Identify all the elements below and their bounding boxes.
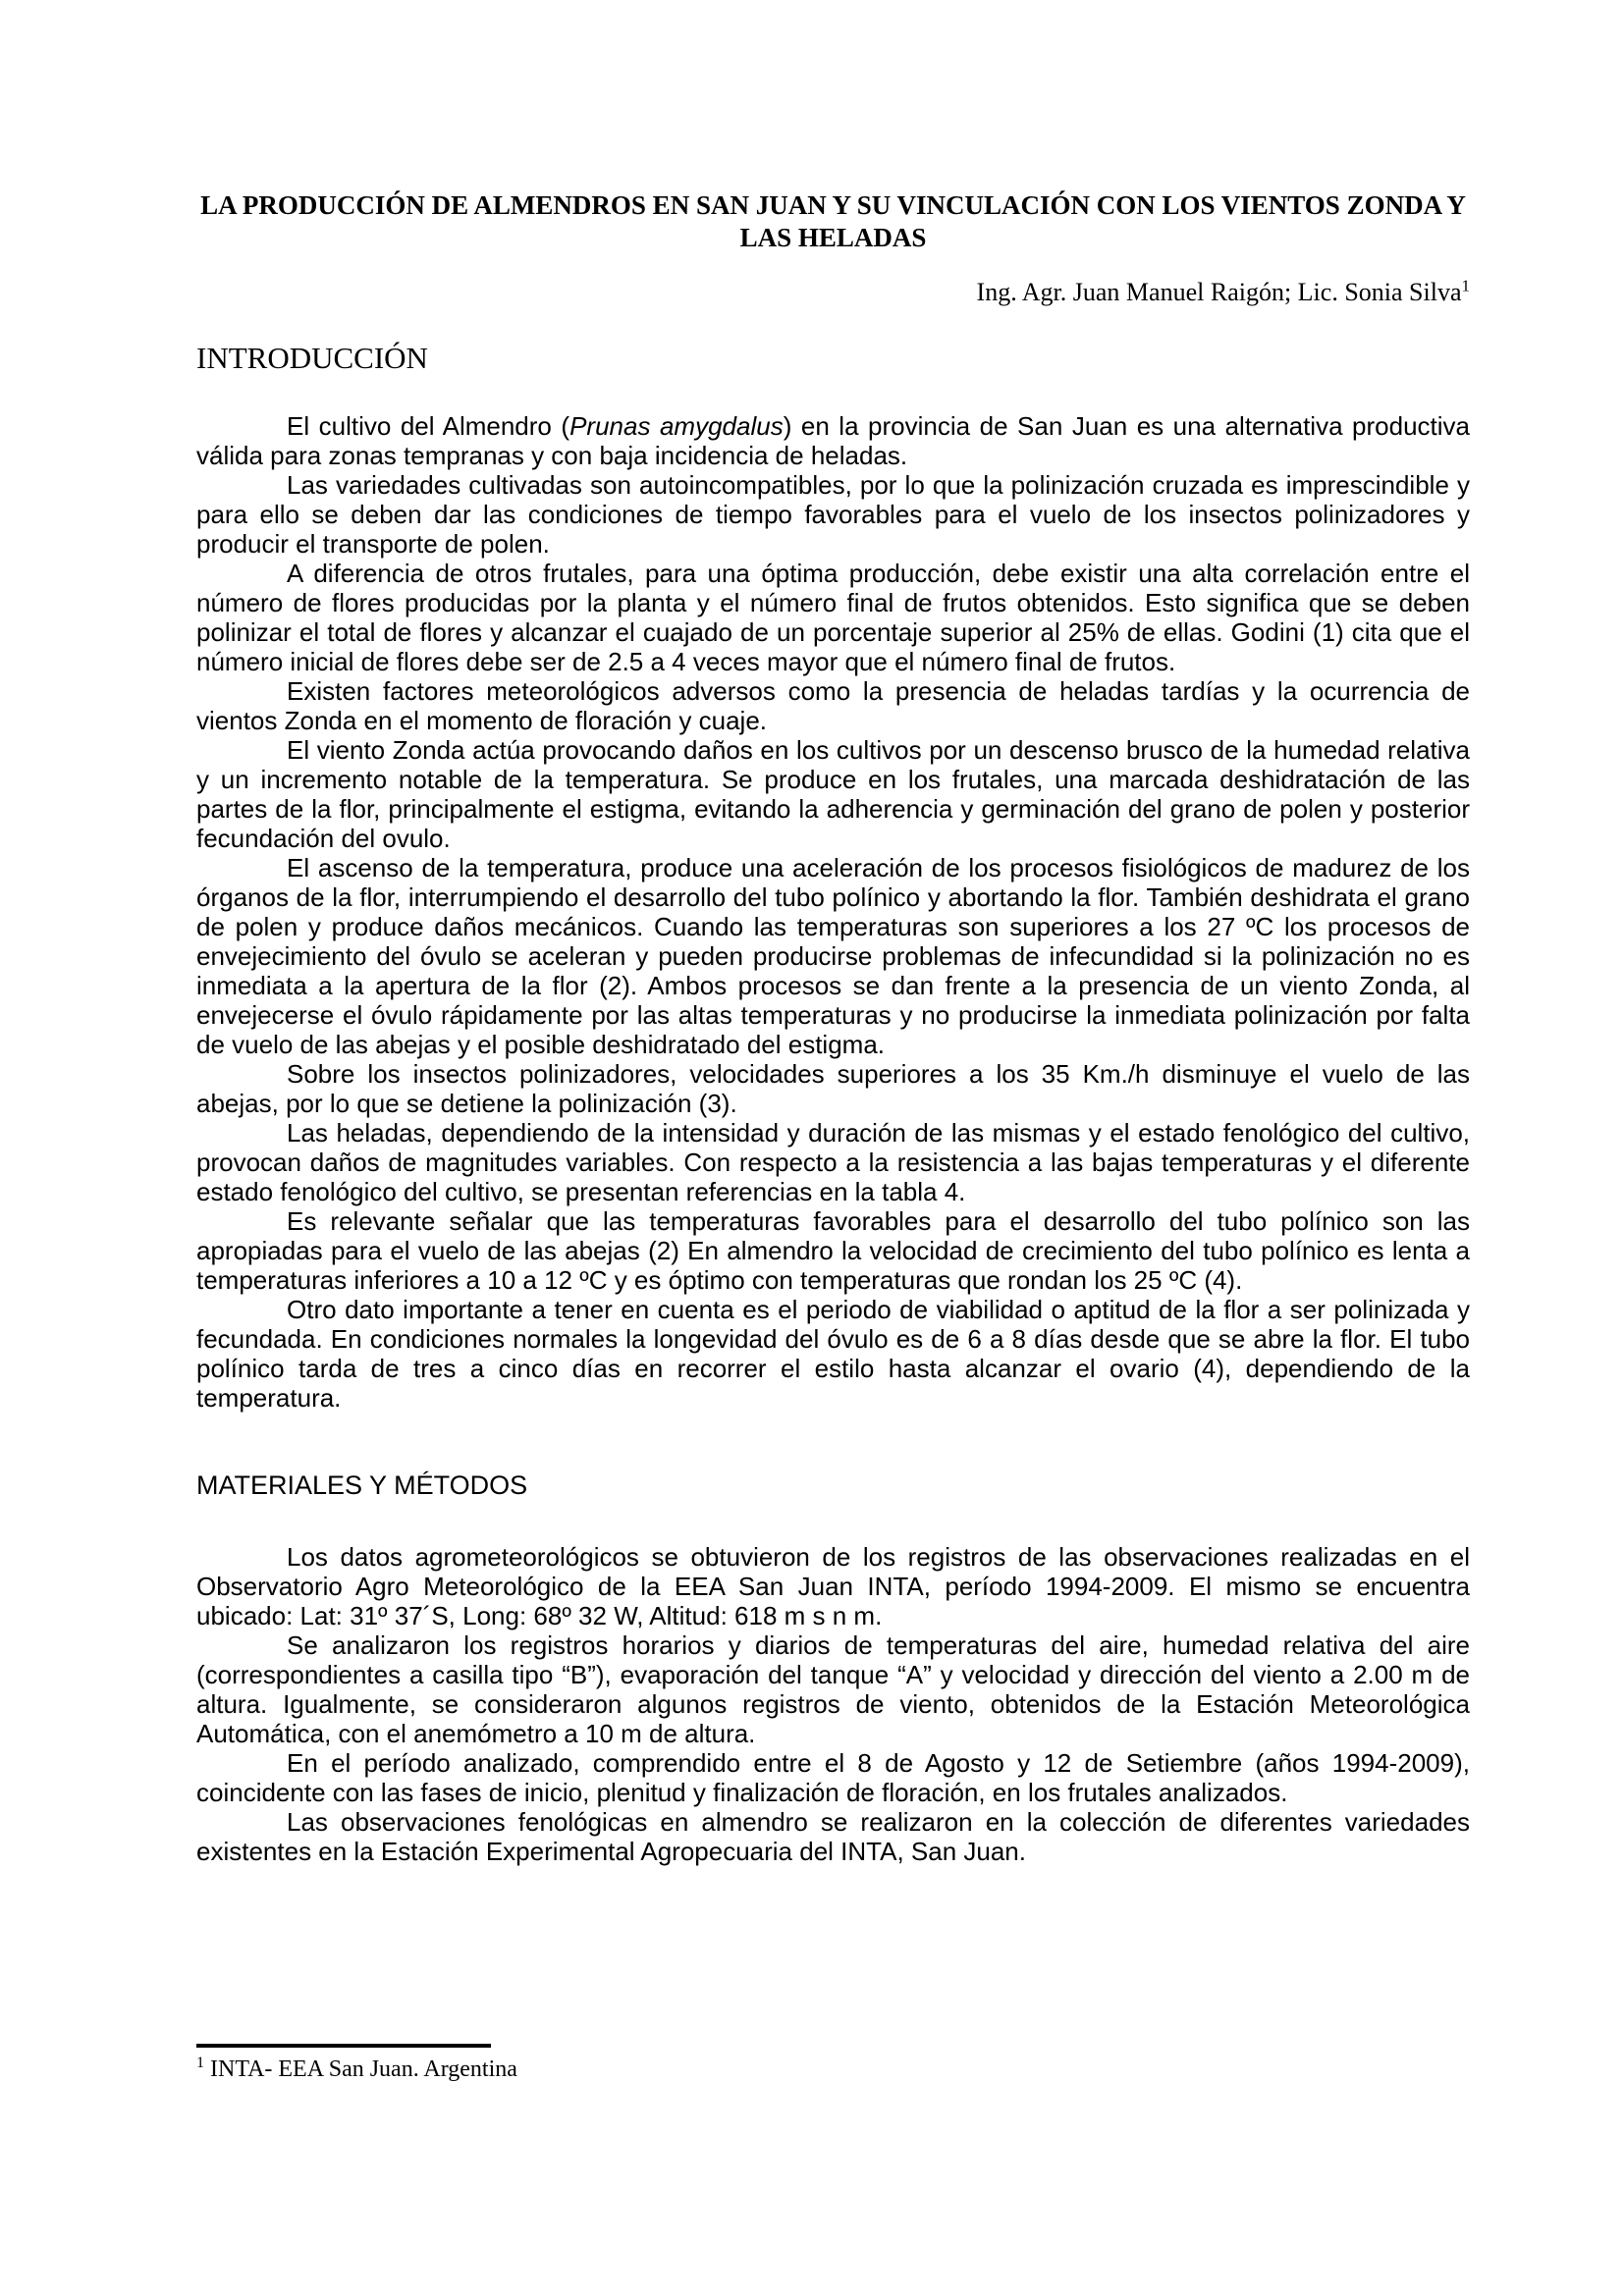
- section-heading-materiales-y-metodos: MATERIALES Y MÉTODOS: [196, 1470, 528, 1500]
- byline-footnote-ref: 1: [1461, 276, 1470, 295]
- intro-paragraph-1-post: ) en la provincia de San Juan es una alternativa productiva válida para zonas tempranas y con baja incidencia de heladas.: [196, 411, 1471, 470]
- footnote: [196, 2056, 982, 2083]
- intro-paragraph-2: Las variedades cultivadas son autoincompatibles, por lo que la polinización cruzada es imprescindible y para ello se deben dar las condiciones de tiempo favorables para el vuelo de los insectos polinizadores y producir el transporte de polen.: [196, 470, 1470, 559]
- methods-paragraph-2: Se analizaron los registros horarios y diarios de temperaturas del aire, humedad relativa del aire (correspondientes a casilla tipo “B”), evaporación del tanque “A” y velocidad y dirección del viento a 2.00 m de altura. Igualmente, se consideraron algunos registros de viento, obtenidos de la Estación Meteorológica Automática, con el anemómetro a 10 m de altura.: [196, 1630, 1470, 1748]
- intro-paragraph-5: El viento Zonda actúa provocando daños en los cultivos por un descenso brusco de la humedad relativa y un incremento notable de la temperatura. Se produce en los frutales, una marcada deshidratación de las partes de la flor, principalmente el estigma, evitando la adherencia y germinación del grano de polen y posterior fecundación del ovulo.: [196, 735, 1470, 853]
- byline: [196, 278, 1470, 307]
- intro-paragraph-1: [196, 411, 1470, 470]
- byline-authors: Ing. Agr. Juan Manuel Raigón; Lic. Sonia Silva: [976, 278, 1462, 306]
- footnote-ref-number: 1: [196, 2055, 204, 2071]
- footnote-text-content: INTA- EEA San Juan. Argentina: [210, 2056, 517, 2082]
- intro-paragraph-6: El ascenso de la temperatura, produce una aceleración de los procesos fisiológicos de madurez de los órganos de la flor, interrumpiendo el desarrollo del tubo polínico y abortando la flor. También deshidrata el grano de polen y produce daños mecánicos. Cuando las temperaturas son superiores a los 27 ºC los procesos de envejecimiento del óvulo se aceleran y pueden producirse problemas de infecundidad si la polinización no es inmediata a la apertura de la flor (2). Ambos procesos se dan frente a la presencia de un viento Zonda, al envejecerse el óvulo rápidamente por las altas temperaturas y no producirse la inmediata polinización por falta de vuelo de las abejas y el posible deshidratado del estigma.: [196, 853, 1470, 1059]
- intro-paragraph-3: A diferencia de otros frutales, para una óptima producción, debe existir una alta correlación entre el número de flores producidas por la planta y el número final de frutos obtenidos. Esto significa que se deben polinizar el total de flores y alcanzar el cuajado de un porcentaje superior al 25% de ellas. Godini (1) cita que el número inicial de flores debe ser de 2.5 a 4 veces mayor que el número final de frutos.: [196, 559, 1470, 676]
- species-name: Prunas amygdalus: [569, 411, 784, 441]
- intro-paragraph-10: Otro dato importante a tener en cuenta es el periodo de viabilidad o aptitud de la flor a ser polinizada y fecundada. En condiciones normales la longevidad del óvulo es de 6 a 8 días desde que se abre la flor. El tubo polínico tarda de tres a cinco días en recorrer el estilo hasta alcanzar el ovario (4), dependiendo de la temperatura.: [196, 1295, 1470, 1413]
- intro-paragraph-1-pre: El cultivo del Almendro (: [287, 411, 570, 441]
- footnote-area: [196, 2044, 982, 2083]
- methods-paragraph-4: Las observaciones fenológicas en almendro se realizaron en la colección de diferentes variedades existentes en la Estación Experimental Agropecuaria del INTA, San Juan.: [196, 1807, 1470, 1866]
- intro-paragraph-4: Existen factores meteorológicos adversos como la presencia de heladas tardías y la ocurrencia de vientos Zonda en el momento de floración y cuaje.: [196, 676, 1470, 735]
- intro-paragraph-9: Es relevante señalar que las temperaturas favorables para el desarrollo del tubo polínico son las apropiadas para el vuelo de las abejas (2) En almendro la velocidad de crecimiento del tubo polínico es lenta a temperaturas inferiores a 10 a 12 ºC y es óptimo con temperaturas que rondan los 25 ºC (4).: [196, 1206, 1470, 1295]
- paper-title: LA PRODUCCIÓN DE ALMENDROS EN SAN JUAN Y SU VINCULACIÓN CON LOS VIENTOS ZONDA Y LAS HELADAS: [200, 190, 1466, 252]
- intro-paragraph-8: Las heladas, dependiendo de la intensidad y duración de las mismas y el estado fenológico del cultivo, provocan daños de magnitudes variables. Con respecto a la resistencia a las bajas temperaturas y el diferente estado fenológico del cultivo, se presentan referencias en la tabla 4.: [196, 1118, 1470, 1206]
- intro-paragraph-7: Sobre los insectos polinizadores, velocidades superiores a los 35 Km./h disminuye el vuelo de las abejas, por lo que se detiene la polinización (3).: [196, 1059, 1470, 1118]
- footnote-separator-rule: [196, 2044, 491, 2048]
- section-heading-introduccion: INTRODUCCIÓN: [196, 341, 428, 375]
- methods-paragraph-1: Los datos agrometeorológicos se obtuvieron de los registros de las observaciones realizadas en el Observatorio Agro Meteorológico de la EEA San Juan INTA, período 1994-2009. El mismo se encuentra ubicado: Lat: 31º 37´S, Long: 68º 32 W, Altitud: 618 m s n m.: [196, 1542, 1470, 1630]
- methods-paragraph-3: En el período analizado, comprendido entre el 8 de Agosto y 12 de Setiembre (años 1994-2009), coincidente con las fases de inicio, plenitud y finalización de floración, en los frutales analizados.: [196, 1748, 1470, 1807]
